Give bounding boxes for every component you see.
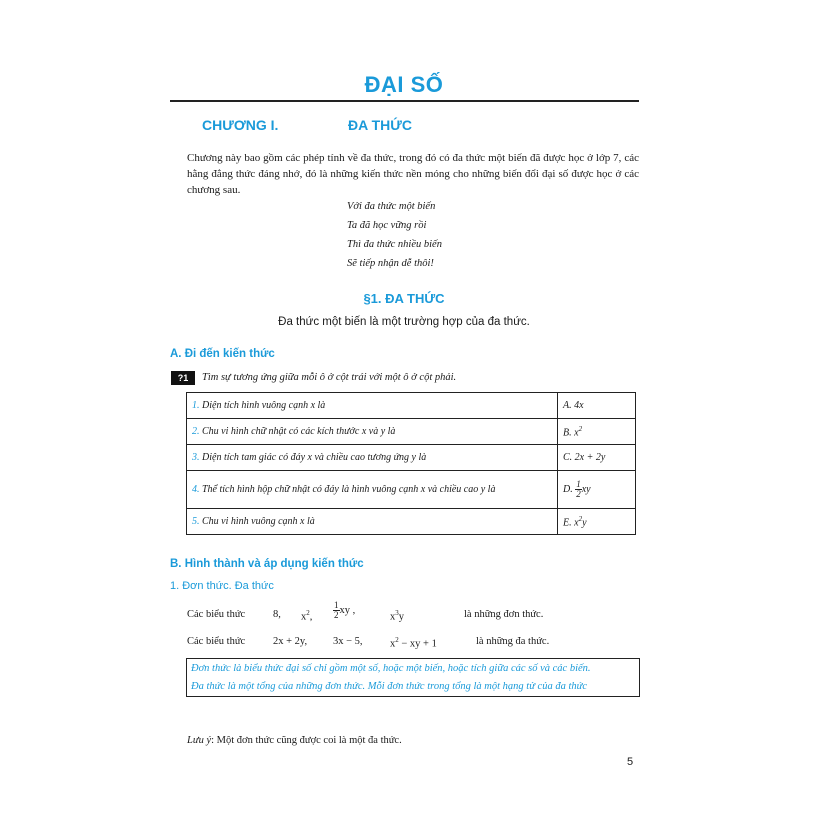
- fraction-denominator: 2: [576, 489, 581, 499]
- chapter-name: ĐA THỨC: [348, 117, 412, 133]
- left-cell: [187, 393, 558, 419]
- answer-label: A.: [563, 400, 572, 411]
- exponent: 3: [395, 609, 399, 617]
- matching-table: [186, 392, 636, 535]
- item-text: Chu vi hình chữ nhật có các kích thước x và y là: [202, 426, 396, 437]
- examples-tail: là những đơn thức.: [464, 609, 544, 620]
- subheading-1: 1. Đơn thức. Đa thức: [170, 580, 274, 592]
- expression-base: x: [301, 611, 307, 623]
- left-cell: [187, 509, 558, 535]
- right-cell: [558, 393, 636, 419]
- poem-line: Thì đa thức nhiều biến: [347, 239, 442, 250]
- note-text: : Một đơn thức cũng được coi là một đa thức.: [211, 735, 402, 746]
- answer-expr: 2x + 2y: [574, 452, 606, 463]
- examples-lead: Các biểu thức: [187, 636, 246, 647]
- exponent: 2: [578, 424, 583, 433]
- item-number: 3.: [192, 452, 200, 463]
- note-label: Lưu ý: [187, 735, 212, 746]
- exponent: 2: [395, 636, 399, 644]
- answer-expr: 4x: [574, 400, 584, 411]
- expression: 3x − 5,: [333, 636, 363, 647]
- expression: 8,: [273, 609, 281, 620]
- right-cell: [558, 509, 636, 535]
- question-text: Tìm sự tương ứng giữa mỗi ô ở cột trái với một ô ở cột phải.: [202, 372, 457, 383]
- item-number: 5.: [192, 516, 200, 527]
- expression: [390, 636, 437, 650]
- item-number: 4.: [192, 484, 200, 495]
- page-title: ĐẠI SỐ: [364, 72, 444, 97]
- expression-base: x: [390, 638, 396, 650]
- left-cell: [187, 445, 558, 471]
- item-text: Diện tích tam giác có đáy x và chiều cao tương ứng y là: [202, 452, 427, 463]
- section-subtitle: Đa thức một biến là một trường hợp của đa thức.: [278, 316, 530, 328]
- item-text: Thể tích hình hộp chữ nhật có đáy là hình vuông cạnh x và chiều cao y là: [202, 484, 496, 495]
- examples-lead: Các biểu thức: [187, 609, 246, 620]
- chapter-number: CHƯƠNG I.: [202, 117, 279, 133]
- expression: [390, 609, 404, 623]
- examples-tail: là những đa thức.: [476, 636, 550, 647]
- definition-polynomial: Đa thức là một tổng của những đơn thức. Mỗi đơn thức trong tổng là một hạng tử của đa thức: [191, 681, 588, 692]
- expression-rest: y: [398, 611, 404, 623]
- right-cell: [558, 445, 636, 471]
- answer-expr: x: [574, 427, 579, 439]
- page-number: 5: [627, 756, 634, 768]
- fraction-numerator: 1: [334, 600, 339, 610]
- expression-rest: − xy + 1: [398, 638, 437, 650]
- section-title: §1. ĐA THỨC: [363, 291, 445, 306]
- answer-expr: y: [582, 517, 587, 529]
- table-row: [187, 445, 636, 471]
- chapter-intro: Chương này bao gồm các phép tính về đa thức, trong đó có đa thức một biến đã được học ở lớp 7, các hằng đẳng thức đáng nhớ, đó là những kiến thức nền móng cho những biến đổi đại số được học ở các chương sau.: [187, 152, 639, 196]
- heading-a: A. Đi đến kiến thức: [170, 348, 275, 360]
- exponent: 2: [578, 514, 583, 523]
- fraction-denominator: 2: [334, 610, 339, 620]
- expression-rest: xy ,: [339, 604, 356, 616]
- item-number: 2.: [192, 426, 200, 437]
- note: [187, 735, 402, 746]
- expression-separator: ,: [309, 611, 313, 623]
- poem-line: Sẽ tiếp nhận dễ thôi!: [347, 258, 434, 269]
- item-text: Chu vi hình vuông cạnh x là: [202, 516, 315, 527]
- answer-expr: x: [574, 517, 579, 529]
- definition-monomial: Đơn thức là biểu thức đại số chỉ gồm một số, hoặc một biến, hoặc tích giữa các số và các biến.: [191, 663, 591, 674]
- table-row: [187, 419, 636, 445]
- expression: [301, 609, 312, 623]
- right-cell: [558, 471, 636, 509]
- exponent: 2: [306, 609, 310, 617]
- table-row: [187, 509, 636, 535]
- answer-label: B.: [563, 427, 572, 439]
- definition-box: [186, 658, 640, 697]
- title-divider: [170, 100, 639, 102]
- question-badge: ?1: [171, 371, 195, 385]
- answer-label: D.: [563, 483, 573, 495]
- item-text: Diện tích hình vuông cạnh x là: [202, 400, 326, 411]
- heading-b: B. Hình thành và áp dụng kiến thức: [170, 558, 364, 570]
- poem-line: Ta đã học vững rồi: [347, 220, 427, 231]
- left-cell: [187, 471, 558, 509]
- item-number: 1.: [192, 400, 200, 411]
- answer-expr: xy: [581, 483, 591, 495]
- answer-label: C.: [563, 452, 573, 463]
- answer-label: E.: [563, 517, 572, 529]
- fraction-numerator: 1: [576, 479, 581, 489]
- expression: [333, 601, 355, 620]
- table-row: [187, 471, 636, 509]
- table-row: [187, 393, 636, 419]
- poem-line: Với đa thức một biến: [347, 201, 436, 212]
- right-cell: [558, 419, 636, 445]
- expression-base: x: [390, 611, 396, 623]
- left-cell: [187, 419, 558, 445]
- expression: 2x + 2y,: [273, 636, 308, 647]
